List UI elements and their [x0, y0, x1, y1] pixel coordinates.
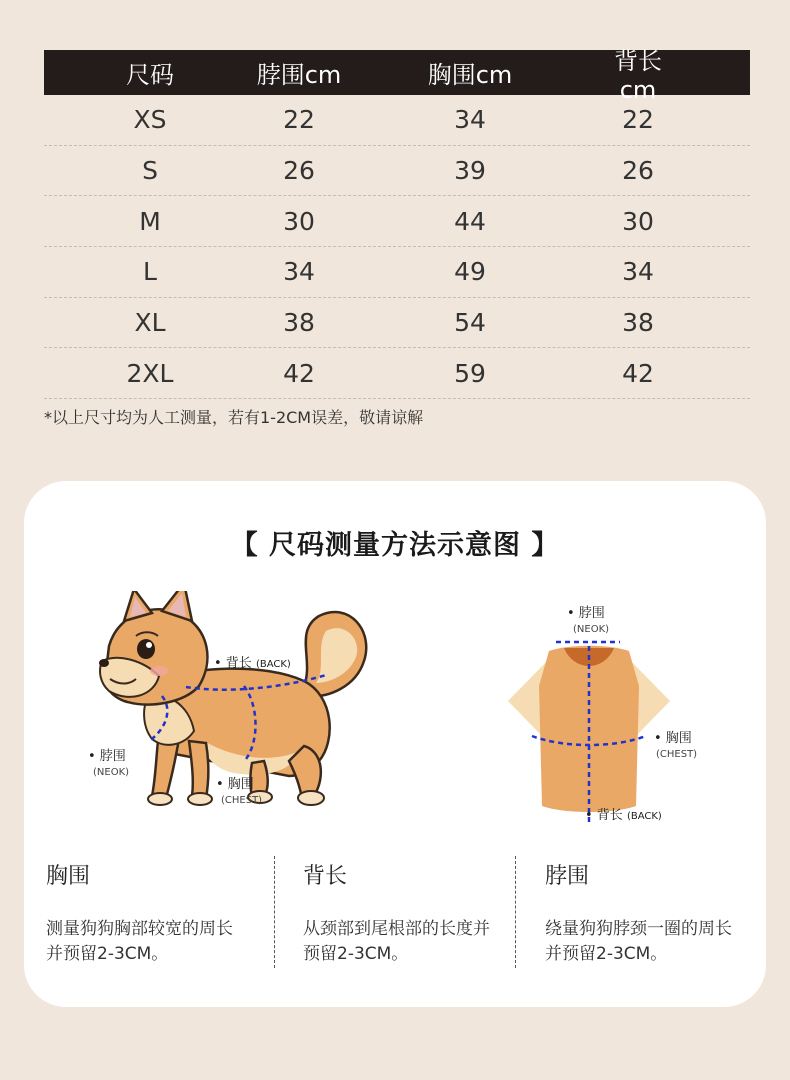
size-cell: XS: [133, 105, 167, 135]
header-size: 尺码: [126, 61, 174, 89]
dog-back-label: • 背长 (BACK): [214, 656, 291, 671]
chest-cell: 39: [454, 156, 486, 186]
neck-cell: 22: [283, 105, 315, 135]
size-cell: S: [142, 156, 158, 186]
neck-cell: 42: [283, 358, 315, 388]
size-cell: XL: [134, 308, 166, 338]
header-neck: 脖围cm: [256, 61, 342, 89]
column-divider: [515, 856, 516, 968]
back-cell: 38: [622, 308, 654, 338]
dog-neck-label: • 脖围: [88, 749, 126, 764]
size-cell: M: [139, 206, 161, 236]
chest-cell: 49: [454, 257, 486, 287]
chest-column-desc: 测量狗狗胸部较宽的周长并预留2-3CM。: [46, 919, 233, 964]
shirt-neck-label: • 脖围: [567, 606, 605, 621]
header-chest: 胸围cm: [427, 61, 513, 89]
back-cell: 22: [622, 105, 654, 135]
dog-chest-sub-label: (CHEST): [221, 795, 263, 806]
neck-cell: 30: [283, 206, 315, 236]
header-back: 背长cm: [614, 47, 662, 104]
size-cell: 2XL: [126, 358, 174, 388]
back-column-desc: 从颈部到尾根部的长度并预留2-3CM。: [303, 919, 490, 964]
back-cell: 42: [622, 358, 654, 388]
dog-neck-sub-label: (NEOK): [93, 767, 130, 778]
table-row: [44, 348, 750, 399]
table-row: [44, 298, 750, 349]
shirt-chest-sub-label: (CHEST): [656, 749, 698, 760]
neck-column-title: 脖围: [545, 864, 590, 889]
size-table: [44, 47, 750, 399]
size-cell: L: [143, 257, 157, 287]
back-column-title: 背长: [303, 864, 348, 889]
chest-column-title: 胸围: [46, 864, 91, 889]
back-cell: 30: [622, 206, 654, 236]
back-cell: 26: [622, 156, 654, 186]
dog-chest-label: • 胸围: [216, 777, 254, 792]
table-header: [44, 47, 750, 104]
neck-cell: 38: [283, 308, 315, 338]
neck-cell: 26: [283, 156, 315, 186]
chest-cell: 54: [454, 308, 486, 338]
shirt-neck-sub-label: (NEOK): [573, 624, 610, 635]
chest-cell: 34: [454, 105, 486, 135]
column-divider: [274, 856, 275, 968]
table-row: [44, 247, 750, 298]
table-row: [44, 146, 750, 197]
neck-column-desc: 绕量狗狗脖颈一圈的周长并预留2-3CM。: [545, 919, 732, 964]
shirt-back-label: • 背长 (BACK): [585, 808, 662, 823]
back-cell: 34: [622, 257, 654, 287]
neck-cell: 34: [283, 257, 315, 287]
shirt-chest-label: • 胸围: [654, 731, 692, 746]
measurement-guide-card: [24, 481, 766, 1007]
guide-title: 【 尺码测量方法示意图 】: [230, 530, 560, 561]
table-row: [44, 196, 750, 247]
measurement-note: *以上尺寸均为人工测量，若有1-2CM误差，敬请谅解: [44, 408, 424, 427]
chest-cell: 59: [454, 358, 486, 388]
chest-cell: 44: [454, 206, 486, 236]
